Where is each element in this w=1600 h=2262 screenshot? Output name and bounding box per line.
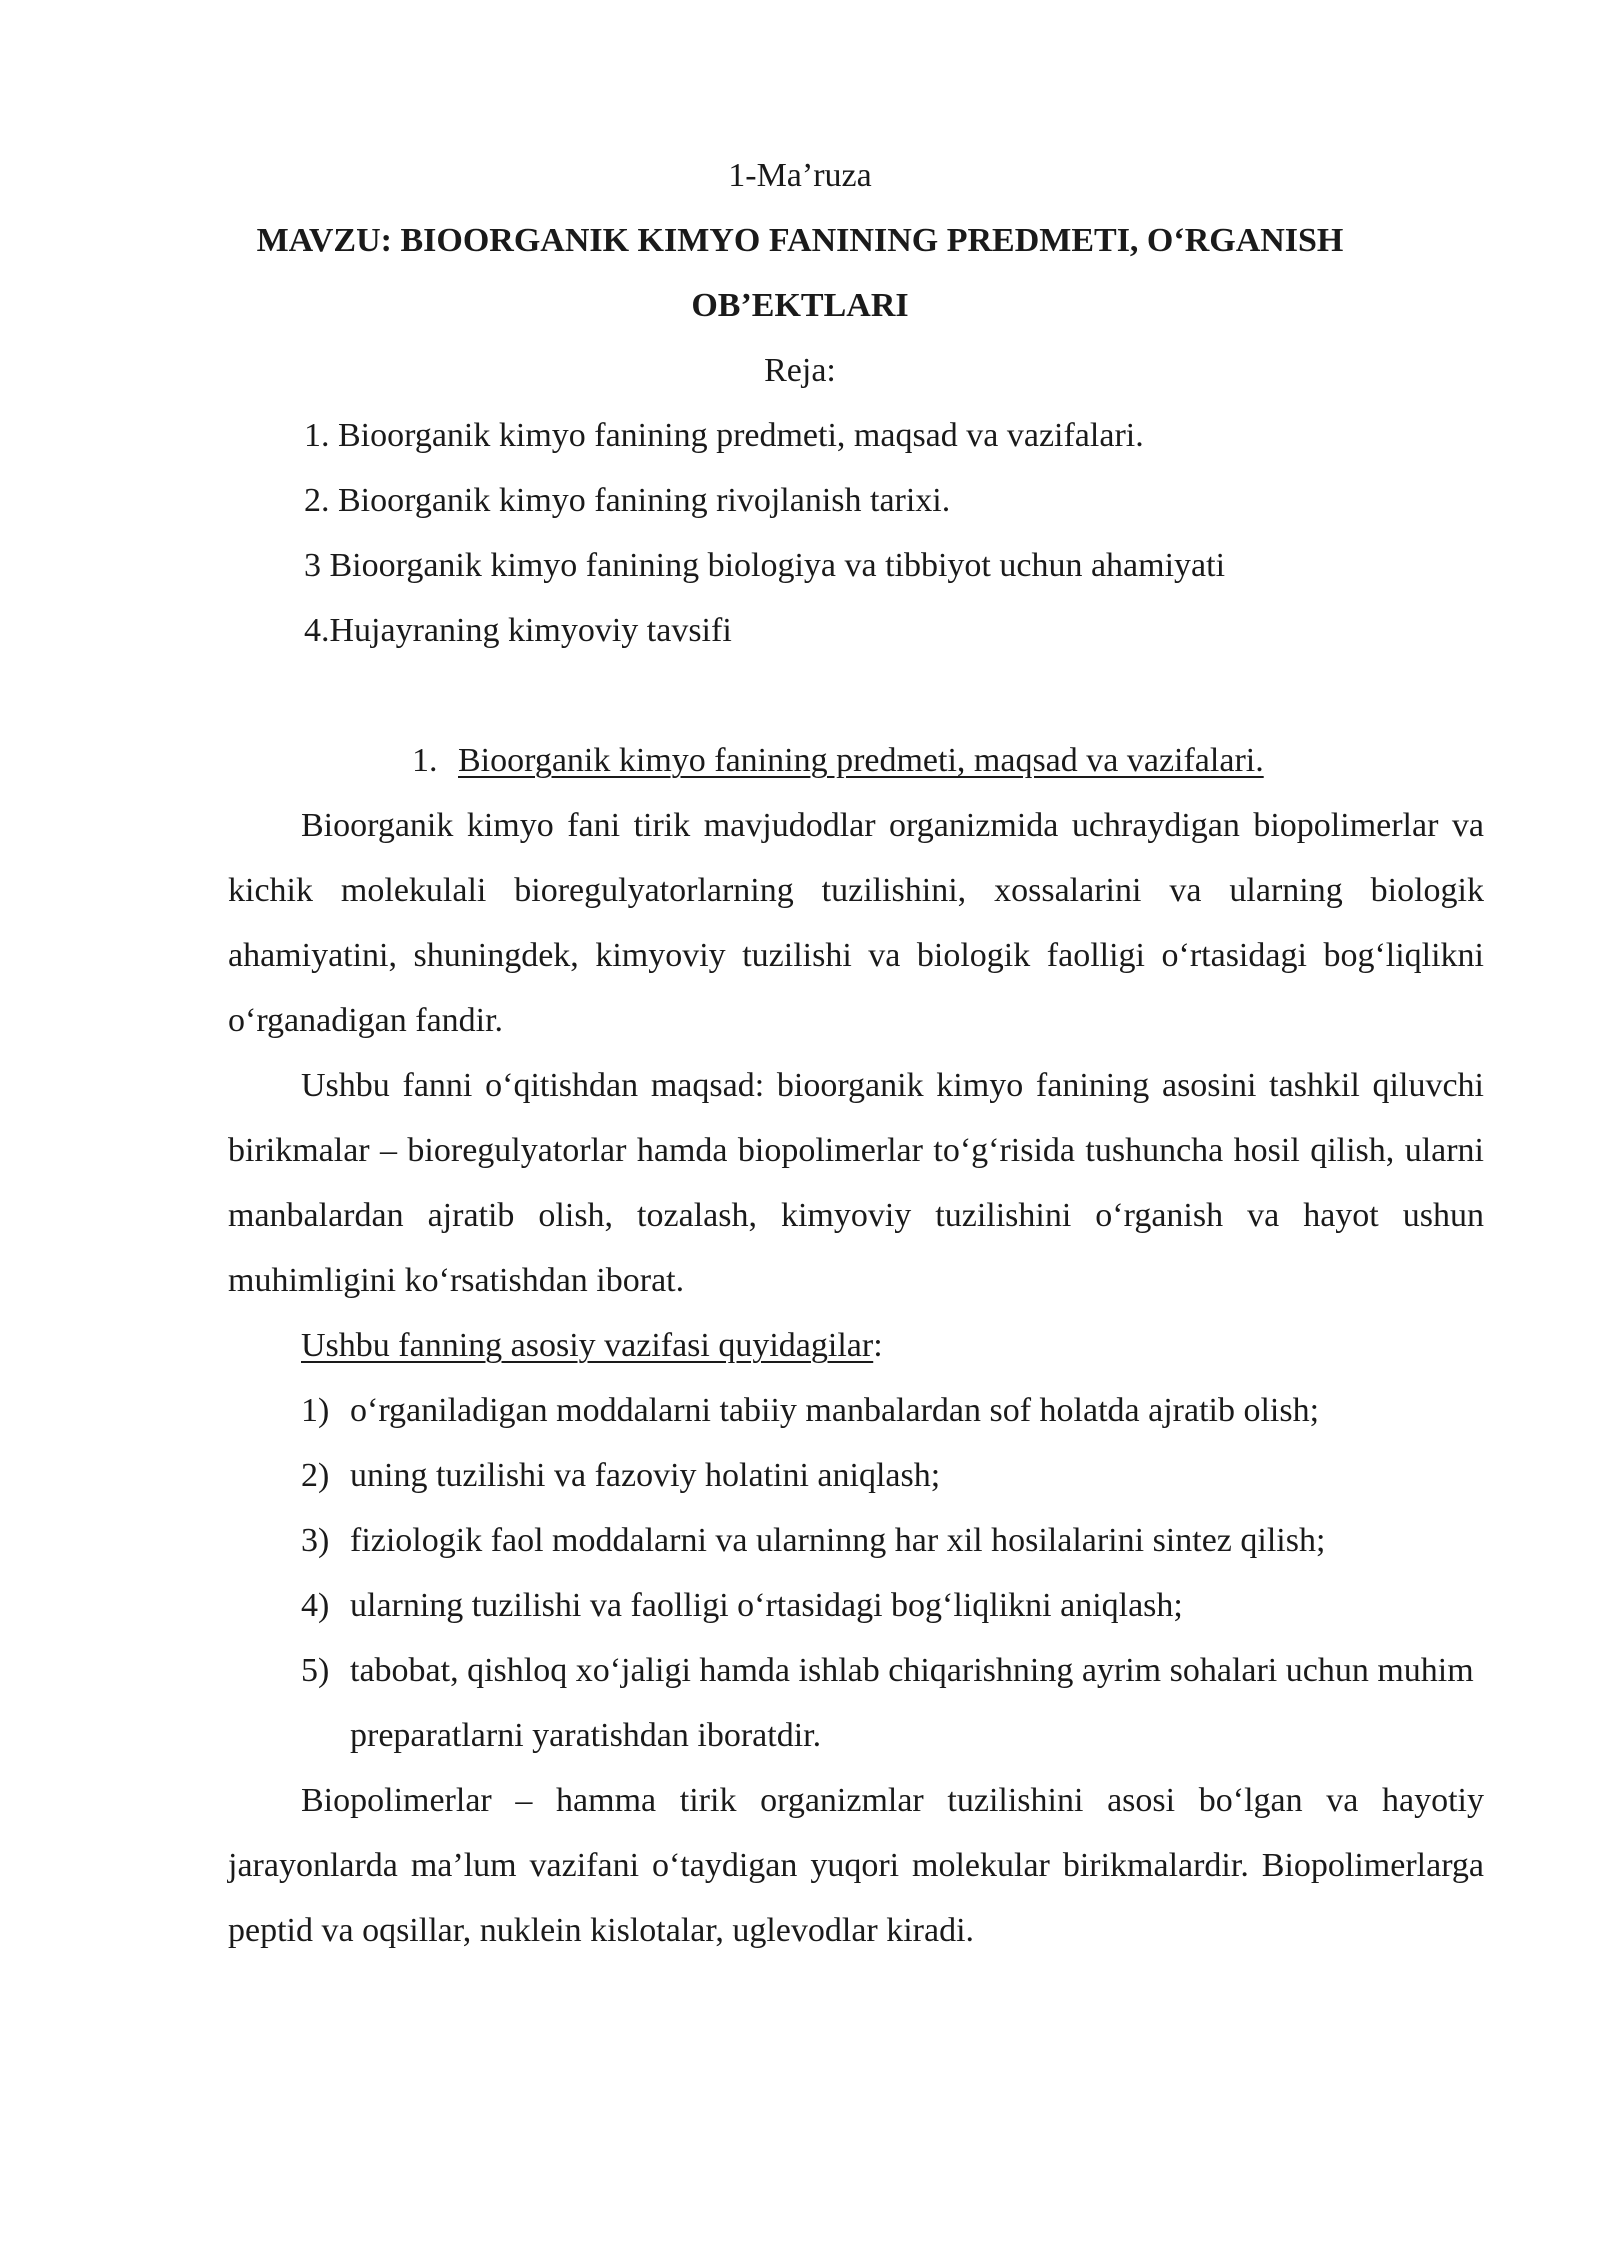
paragraph-goal: Ushbu fanni o‘qitishdan maqsad: bioorganik kimyo fanining asosini tashkil qiluvchi birikmalar – bioregulyatorlar hamda biopolimerlar to‘g‘risida tushuncha hosil qilish, ularni manbalardan ajratib olish, tozalash, kimyoviy tuzilishini o‘rganish va hayot ushun muhimligini ko‘rsatishdan iborat. <box>228 1067 1484 1299</box>
task-text: uning tuzilishi va fazoviy holatini aniqlash; <box>350 1457 941 1494</box>
task-number: 2) <box>301 1457 330 1494</box>
topic-title-line2: OB’EKTLARI <box>691 287 909 324</box>
task-text: tabobat, qishloq xo‘jaligi hamda ishlab chiqarishning ayrim sohalari uchun muhim preparatlarni yaratishdan iboratdir. <box>350 1652 1474 1754</box>
paragraph-biopolymers: Biopolimerlar – hamma tirik organizmlar tuzilishini asosi bo‘lgan va hayotiy jarayonlarda ma’lum vazifani o‘taydigan yuqori molekular birikmalardir. Biopolimerlarga peptid va oqsillar, nuklein kislotalar, uglevodlar kiradi. <box>228 1782 1484 1949</box>
lecture-number: 1-Ma’ruza <box>728 157 872 194</box>
task-number: 3) <box>301 1522 330 1559</box>
task-number: 1) <box>301 1392 330 1429</box>
plan-item: 4.Hujayraning kimyoviy tavsifi <box>304 612 732 649</box>
plan-item: 3 Bioorganik kimyo fanining biologiya va tibbiyot uchun ahamiyati <box>304 547 1226 584</box>
section-number: 1. <box>412 742 438 779</box>
paragraph-definition: Bioorganik kimyo fani tirik mavjudodlar organizmida uchraydigan biopolimerlar va kichik molekulali bioregulyatorlarning tuzilishini, xossalarini va ularning biologik ahamiyatini, shuningdek, kimyoviy tuzilishi va biologik faolligi o‘rtasidagi bog‘liqlikni o‘rganadigan fandir. <box>228 807 1484 1039</box>
tasks-heading <box>301 1313 883 1378</box>
task-number: 4) <box>301 1587 330 1624</box>
plan-item: 1. Bioorganik kimyo fanining predmeti, maqsad va vazifalari. <box>304 417 1144 454</box>
task-text: o‘rganiladigan moddalarni tabiiy manbalardan sof holatda ajratib olish; <box>350 1392 1320 1429</box>
task-text: fiziologik faol moddalarni va ularninng har xil hosilalarini sintez qilish; <box>350 1522 1326 1559</box>
section-heading <box>412 728 1264 793</box>
plan-label: Reja: <box>764 352 836 389</box>
tasks-heading-text: Ushbu fanning asosiy vazifasi quyidagilar <box>301 1327 874 1364</box>
task-number: 5) <box>301 1652 330 1689</box>
section-title: Bioorganik kimyo fanining predmeti, maqsad va vazifalari. <box>458 742 1264 779</box>
tasks-heading-colon: : <box>873 1327 883 1364</box>
topic-title-line1: MAVZU: BIOORGANIK KIMYO FANINING PREDMETI, O‘RGANISH <box>256 222 1344 259</box>
task-text: ularning tuzilishi va faolligi o‘rtasidagi bog‘liqlikni aniqlash; <box>350 1587 1183 1624</box>
plan-item: 2. Bioorganik kimyo fanining rivojlanish tarixi. <box>304 482 951 519</box>
